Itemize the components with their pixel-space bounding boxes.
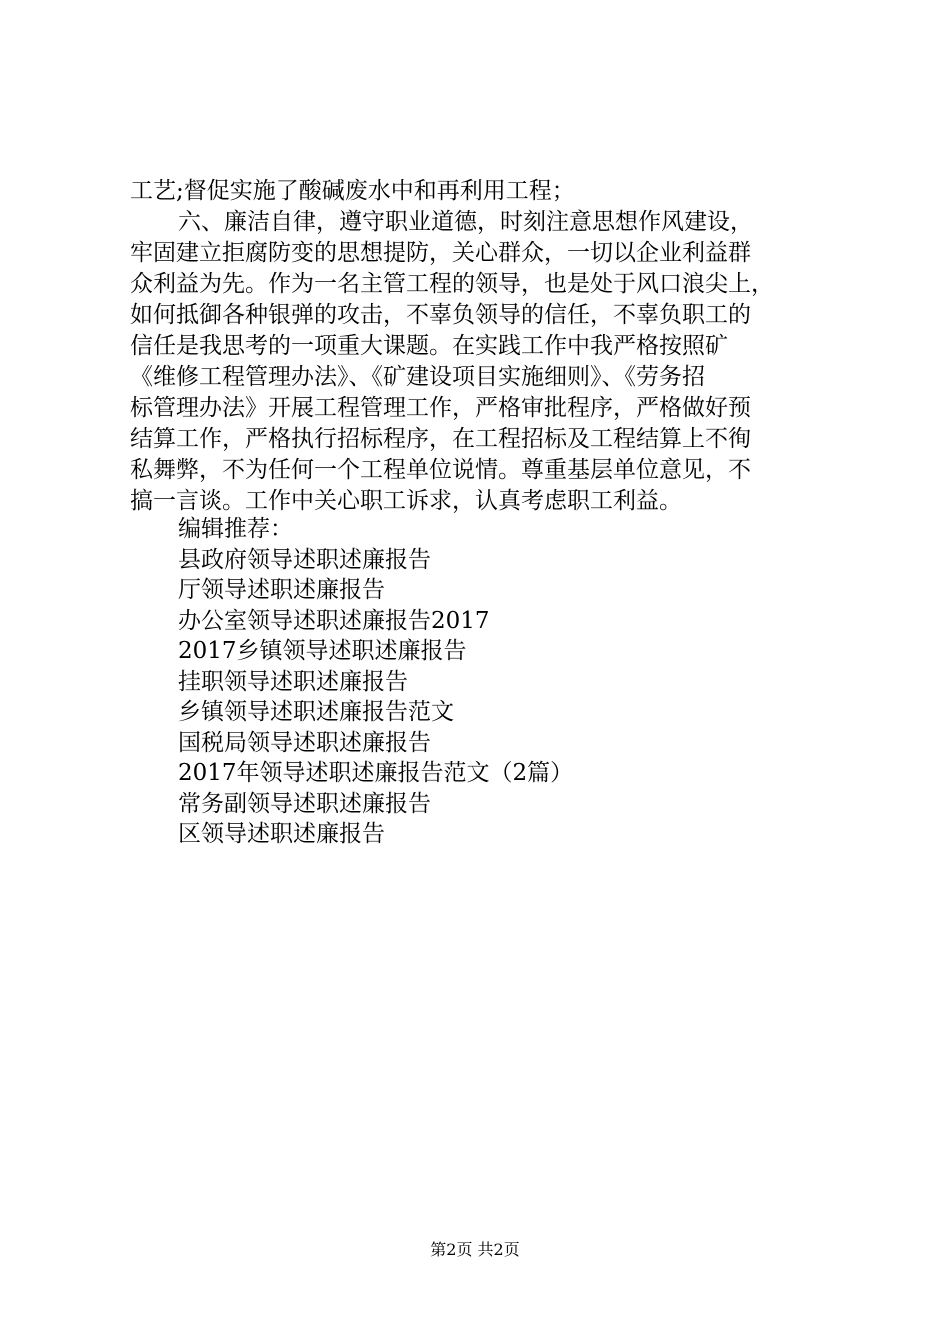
paragraph-line: 标管理办法》开展工程管理工作，严格审批程序，严格做好预 <box>130 395 751 421</box>
recommend-link[interactable]: 县政府领导述职述廉报告 <box>178 546 431 573</box>
paragraph-line: 六、廉洁自律，遵守职业道德，时刻注意思想作风建设， <box>178 209 753 235</box>
recommend-link[interactable]: 区领导述职述廉报告 <box>178 821 385 847</box>
recommend-link[interactable]: 厅领导述职述廉报告 <box>178 577 385 603</box>
paragraph-line: 如何抵御各种银弹的攻击，不辜负领导的信任，不辜负职工的 <box>130 302 751 328</box>
page-number: 第2页 共2页 <box>430 1240 520 1259</box>
paragraph-line: 《维修工程管理办法》、《矿建设项目实施细则》、《劳务招 <box>130 364 705 390</box>
paragraph-line: 众利益为先。作为一名主管工程的领导，也是处于风口浪尖上， <box>130 271 774 297</box>
recommend-link[interactable]: 挂职领导述职述廉报告 <box>178 668 408 695</box>
recommend-link[interactable]: 2017年领导述职述廉报告范文（2篇） <box>178 760 574 786</box>
paragraph-line: 结算工作，严格执行招标程序，在工程招标及工程结算上不徇 <box>130 426 751 452</box>
recommend-link[interactable]: 常务副领导述职述廉报告 <box>178 790 431 817</box>
recommend-link[interactable]: 国税局领导述职述廉报告 <box>178 729 431 756</box>
paragraph-line: 工艺;督促实施了酸碱废水中和再利用工程； <box>130 178 575 204</box>
paragraph-line: 信任是我思考的一项重大课题。在实践工作中我严格按照矿 <box>130 333 728 359</box>
recommend-heading: 编辑推荐： <box>178 516 293 542</box>
recommend-section <box>178 514 573 850</box>
page-footer <box>0 1240 950 1260</box>
recommend-link[interactable]: 2017乡镇领导述职述廉报告 <box>178 638 467 664</box>
paragraph-line: 私舞弊，不为任何一个工程单位说情。尊重基层单位意见，不 <box>130 457 751 483</box>
paragraph-line: 搞一言谈。工作中关心职工诉求，认真考虑职工利益。 <box>130 488 682 514</box>
paragraph-line: 牢固建立拒腐防变的思想提防，关心群众，一切以企业利益群 <box>130 240 751 266</box>
body-paragraph <box>130 176 830 517</box>
recommend-link[interactable]: 乡镇领导述职述廉报告范文 <box>178 699 454 725</box>
recommend-link[interactable]: 办公室领导述职述廉报告2017 <box>178 607 490 634</box>
